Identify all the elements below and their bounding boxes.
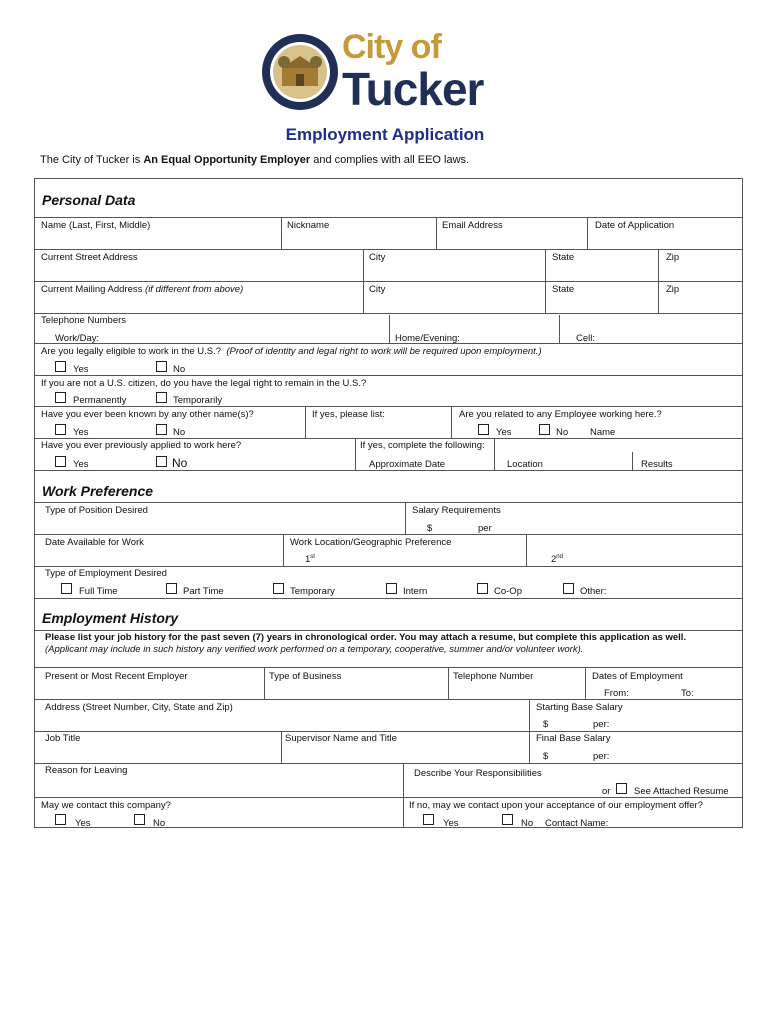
- responsibilities-label: Describe Your Responsibilities: [414, 768, 542, 779]
- date-application-label: Date of Application: [595, 220, 675, 231]
- salary-amount-field[interactable]: [437, 519, 473, 532]
- final-salary-per: per:: [593, 751, 610, 762]
- related-yes-checkbox[interactable]: [478, 424, 489, 435]
- eligible-no-checkbox[interactable]: [156, 361, 167, 372]
- zip-field[interactable]: [660, 264, 740, 279]
- other-names-yes-checkbox[interactable]: [55, 424, 66, 435]
- results-label: Results: [641, 459, 673, 470]
- related-name-field[interactable]: [620, 424, 740, 437]
- name-label: Name (Last, First, Middle): [41, 220, 151, 231]
- reason-leaving-field[interactable]: [36, 778, 400, 795]
- if-no-contact-question: If no, may we contact upon your acceptance of our employment offer?: [409, 800, 703, 811]
- contact-name-label: Contact Name:: [545, 818, 609, 829]
- approx-date-label: Approximate Date: [369, 459, 446, 470]
- later-contact-no-checkbox[interactable]: [502, 814, 513, 825]
- mailing-state-label: State: [552, 284, 575, 295]
- applied-yes-checkbox[interactable]: [55, 456, 66, 467]
- other-field[interactable]: [610, 583, 738, 596]
- employer-address-field[interactable]: [36, 714, 526, 729]
- nickname-field[interactable]: [283, 232, 433, 247]
- supervisor-label: Supervisor Name and Title: [285, 733, 397, 744]
- salary-label: Salary Requirements: [412, 505, 501, 516]
- full-time-label: Full Time: [79, 586, 118, 597]
- nickname-label: Nickname: [287, 220, 330, 231]
- applied-question: Have you ever previously applied to work here?: [41, 440, 242, 451]
- eeo-statement: The City of Tucker is An Equal Opportunity Employer and complies with all EEO laws.: [40, 154, 470, 166]
- contact-question: May we contact this company?: [41, 800, 171, 811]
- from-label: From:: [604, 688, 629, 699]
- temporarily-checkbox[interactable]: [156, 392, 167, 403]
- section-employment-history: Employment History: [42, 610, 179, 626]
- date-available-field[interactable]: [36, 550, 280, 565]
- supervisor-field[interactable]: [283, 746, 527, 761]
- reason-leaving-label: Reason for Leaving: [45, 765, 128, 776]
- work-location-label: Work Location/Geographic Preference: [290, 537, 452, 548]
- contact-no-label: No: [153, 818, 166, 829]
- eligible-yes-checkbox[interactable]: [55, 361, 66, 372]
- workday-phone-field[interactable]: [105, 330, 385, 343]
- section-personal-data: Personal Data: [42, 192, 136, 208]
- first-choice-label: 1st: [305, 554, 315, 566]
- email-field[interactable]: [438, 232, 584, 247]
- address-label: Address (Street Number, City, State and Zip): [45, 702, 233, 713]
- mailing-city-field[interactable]: [365, 296, 543, 311]
- city-seal-logo: [260, 32, 340, 112]
- related-question: Are you related to any Employee working here.?: [459, 409, 662, 420]
- eligible-question: Are you legally eligible to work in the U.S.? (Proof of identity and legal right to work will be required upon employment.): [41, 346, 542, 357]
- temporary-label: Temporary: [290, 586, 335, 597]
- applied-yes-label: Yes: [73, 459, 89, 470]
- home-label: Home/Evening:: [395, 333, 460, 344]
- applied-no-label: No: [172, 456, 188, 470]
- salary-per: per: [478, 523, 492, 534]
- contact-name-field[interactable]: [615, 814, 739, 826]
- street-field[interactable]: [36, 264, 360, 279]
- related-yes-label: Yes: [496, 427, 512, 438]
- eligible-no-label: No: [173, 364, 186, 375]
- permanently-checkbox[interactable]: [55, 392, 66, 403]
- other-names-no-checkbox[interactable]: [156, 424, 167, 435]
- related-no-label: No: [556, 427, 569, 438]
- contact-yes-checkbox[interactable]: [55, 814, 66, 825]
- coop-label: Co-Op: [494, 586, 522, 597]
- responsibilities-field[interactable]: [406, 780, 602, 795]
- contact-no-checkbox[interactable]: [134, 814, 145, 825]
- other-names-no-label: No: [173, 427, 186, 438]
- starting-salary-dollar: $: [543, 719, 549, 730]
- logo-tucker-text: Tucker: [342, 63, 484, 115]
- other-label: Other:: [580, 586, 607, 597]
- intern-checkbox[interactable]: [386, 583, 397, 594]
- later-contact-yes-label: Yes: [443, 818, 459, 829]
- telephone-label: Telephone Numbers: [41, 315, 127, 326]
- if-yes-following-label: If yes, complete the following:: [360, 440, 485, 451]
- other-checkbox[interactable]: [563, 583, 574, 594]
- later-contact-yes-checkbox[interactable]: [423, 814, 434, 825]
- workday-label: Work/Day:: [55, 333, 100, 344]
- mailing-city-label: City: [369, 284, 386, 295]
- first-choice-field[interactable]: [320, 551, 520, 564]
- name-field[interactable]: [36, 232, 280, 247]
- citizen-question: If you are not a U.S. citizen, do you have the legal right to remain in the U.S.?: [41, 378, 367, 389]
- logo-city-text: City of: [342, 28, 441, 66]
- coop-checkbox[interactable]: [477, 583, 488, 594]
- second-choice-label: 2nd: [551, 554, 563, 566]
- history-instructions-note: (Applicant may include in such history any verified work performed on a temporary, cooperative, summer and/or volunteer work).: [45, 644, 584, 655]
- mailing-label: Current Mailing Address (if different from above): [41, 284, 244, 295]
- part-time-checkbox[interactable]: [166, 583, 177, 594]
- position-label: Type of Position Desired: [45, 505, 148, 516]
- employer-telephone-field[interactable]: [450, 684, 582, 698]
- part-time-label: Part Time: [183, 586, 224, 597]
- related-name-label: Name: [590, 427, 616, 438]
- other-names-yes-label: Yes: [73, 427, 89, 438]
- city-field[interactable]: [365, 264, 543, 279]
- job-title-field[interactable]: [36, 746, 278, 761]
- date-application-field[interactable]: [589, 232, 739, 247]
- job-title-label: Job Title: [45, 733, 81, 744]
- see-resume-checkbox[interactable]: [616, 783, 627, 794]
- street-label: Current Street Address: [41, 252, 138, 263]
- home-phone-field[interactable]: [468, 330, 556, 343]
- eligible-yes-label: Yes: [73, 364, 89, 375]
- employer-field[interactable]: [36, 684, 262, 698]
- city-label: City: [369, 252, 386, 263]
- or-label: or: [602, 786, 611, 797]
- cell-label: Cell:: [576, 333, 596, 344]
- history-instructions: Please list your job history for the past seven (7) years in chronological order. You may attach a resume, but complete this application as well.: [45, 632, 687, 643]
- business-field[interactable]: [266, 684, 446, 698]
- final-salary-dollar: $: [543, 751, 549, 762]
- if-yes-list-label: If yes, please list:: [312, 409, 385, 420]
- telephone-number-label: Telephone Number: [453, 671, 534, 682]
- starting-salary-label: Starting Base Salary: [536, 702, 623, 713]
- mailing-state-field[interactable]: [547, 296, 655, 311]
- starting-salary-per: per:: [593, 719, 610, 730]
- related-no-checkbox[interactable]: [539, 424, 550, 435]
- cell-phone-field[interactable]: [602, 330, 740, 343]
- contact-yes-label: Yes: [75, 818, 91, 829]
- section-work-preference: Work Preference: [42, 483, 154, 499]
- final-salary-label: Final Base Salary: [536, 733, 611, 744]
- to-label: To:: [681, 688, 694, 699]
- location-label: Location: [507, 459, 543, 470]
- employment-type-label: Type of Employment Desired: [45, 568, 167, 579]
- dates-employment-label: Dates of Employment: [592, 671, 683, 682]
- temporarily-label: Temporarily: [173, 395, 223, 406]
- temporary-checkbox[interactable]: [273, 583, 284, 594]
- salary-dollar: $: [427, 523, 433, 534]
- permanently-label: Permanently: [73, 395, 127, 406]
- mailing-zip-label: Zip: [666, 284, 680, 295]
- other-names-question: Have you ever been known by any other name(s)?: [41, 409, 254, 420]
- other-names-list-field[interactable]: [308, 422, 448, 436]
- date-available-label: Date Available for Work: [45, 537, 144, 548]
- salary-per-field[interactable]: [496, 519, 736, 532]
- position-field[interactable]: [36, 518, 402, 533]
- mailing-field[interactable]: [36, 296, 360, 311]
- state-label: State: [552, 252, 575, 263]
- state-field[interactable]: [547, 264, 655, 279]
- page-title: Employment Application: [285, 125, 485, 144]
- see-resume-label: See Attached Resume: [634, 786, 729, 797]
- full-time-checkbox[interactable]: [61, 583, 72, 594]
- mailing-zip-field[interactable]: [660, 296, 740, 311]
- employer-label: Present or Most Recent Employer: [45, 671, 188, 682]
- later-contact-no-label: No: [521, 818, 534, 829]
- business-label: Type of Business: [269, 671, 342, 682]
- email-label: Email Address: [442, 220, 503, 231]
- second-choice-field[interactable]: [568, 551, 738, 564]
- applied-no-checkbox[interactable]: [156, 456, 167, 467]
- intern-label: Intern: [403, 586, 428, 597]
- zip-label: Zip: [666, 252, 680, 263]
